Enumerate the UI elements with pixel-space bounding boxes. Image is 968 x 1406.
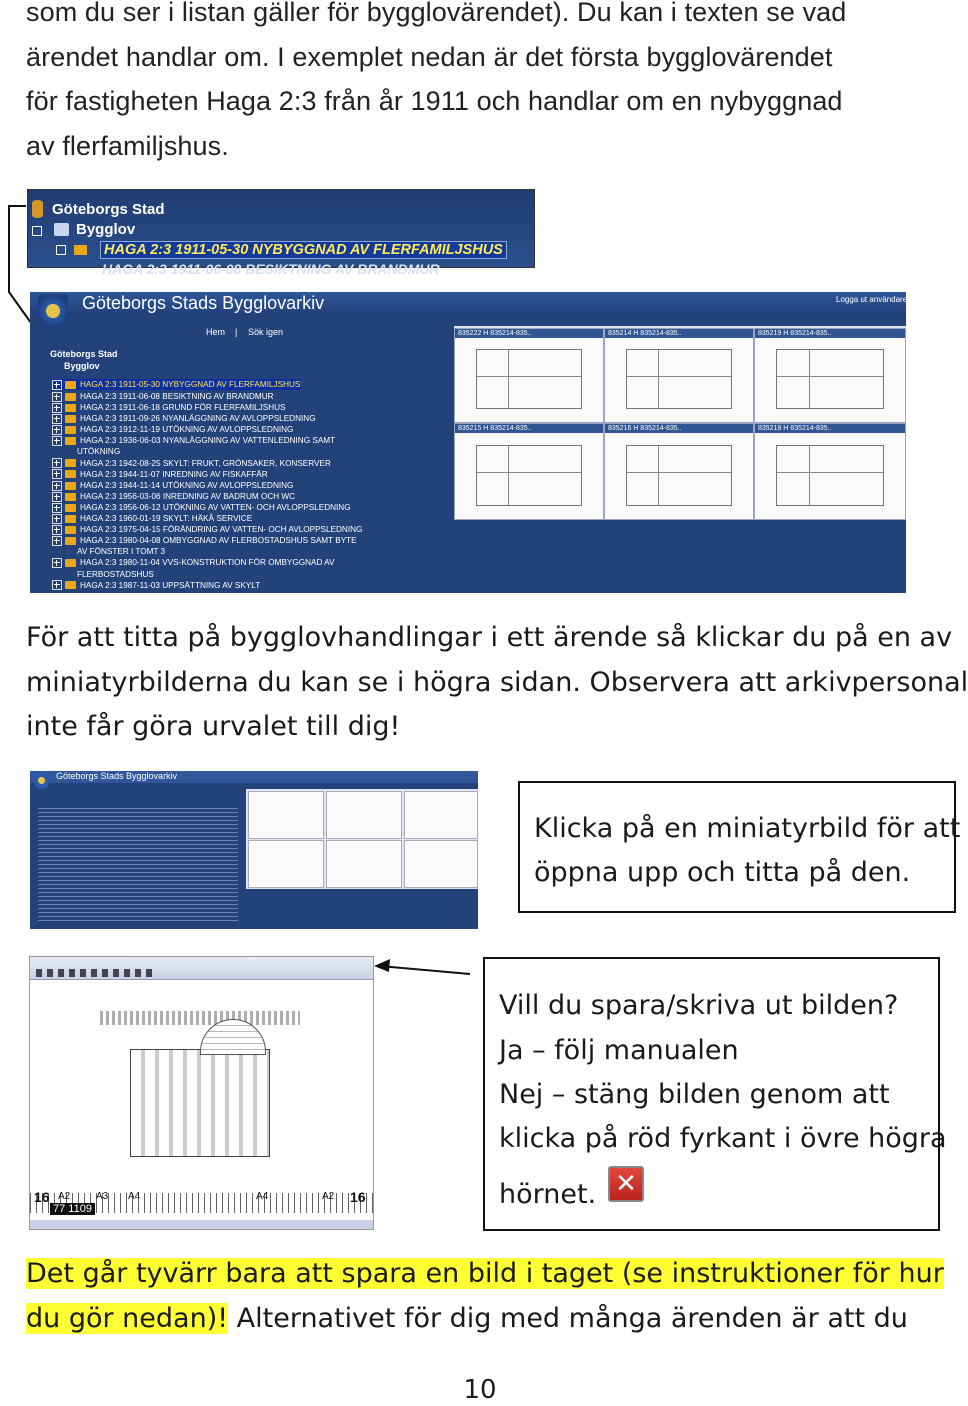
zoomed-tree-screenshot	[27, 189, 535, 277]
paragraph-text: Alternativet för dig med många ärenden är att du	[228, 1302, 908, 1334]
drawing-text-block	[100, 1011, 300, 1025]
highlighted-text: Det går tyvärr bara att spara en bild i taget (se instruktioner för hur	[26, 1258, 944, 1289]
folder-icon	[54, 223, 69, 236]
closing-paragraph	[26, 1252, 944, 1341]
folder-icon	[74, 245, 87, 255]
paragraph-line: miniatyrbilderna du kan se i högra sidan. Observera att arkivpersonal	[26, 666, 968, 698]
case-item-continuation: AV FÖNSTER I TOMT 3	[77, 547, 166, 557]
folder-icon	[65, 426, 76, 434]
intro-line: ärendet handlar om. I exemplet nedan är det första bygglovärendet	[26, 41, 833, 72]
archive-title: Göteborgs Stads Bygglovarkiv	[82, 293, 325, 313]
collapse-icon	[32, 226, 42, 236]
drawing-preview	[626, 445, 733, 506]
intro-line: för fastigheten Haga 2:3 från år 1911 och handlar om en nybyggnad	[26, 86, 843, 116]
expand-icon	[52, 425, 62, 435]
case-item[interactable]: HAGA 2:3 1975-04-15 FÖRÄNDRING AV VATTEN- OCH AVLOPPSLEDNING	[52, 524, 452, 535]
folder-icon	[65, 537, 76, 545]
thumbnail[interactable]	[248, 791, 324, 839]
case-item[interactable]: HAGA 2:3 1911-09-26 NYANLÄGGNING AV AVLOPPSLEDNING	[52, 413, 452, 424]
logout-link[interactable]: Logga ut användare	[836, 295, 908, 304]
expand-icon	[52, 492, 62, 502]
case-item[interactable]: HAGA 2:3 1980-04-08 OMBYGGNAD AV FLERBOSTADSHUS SAMT BYTE	[52, 535, 452, 546]
small-archive-screenshot	[30, 771, 478, 929]
expand-icon	[52, 414, 62, 424]
thumbnail[interactable]: 835215 H 835214-835..	[454, 423, 604, 520]
case-list	[52, 372, 452, 591]
folder-icon	[65, 437, 76, 445]
paper-size-label: A2	[322, 1191, 335, 1202]
callout-line: Klicka på en miniatyrbild för att	[534, 813, 961, 844]
case-item[interactable]: HAGA 2:3 1944-11-07 INREDNING AV FISKAFFÄR	[52, 469, 452, 480]
folder-icon	[65, 581, 76, 589]
case-item[interactable]: HAGA 2:3 1980-11-04 VVS-KONSTRUKTION FÖR OMBYGGNAD AV	[52, 557, 452, 568]
folder-icon	[65, 493, 76, 501]
case-item-selected[interactable]: HAGA 2:3 1911-05-30 NYBYGGNAD AV FLERFAMILJSHUS	[52, 379, 300, 390]
expand-icon	[52, 436, 62, 446]
intro-paragraph	[26, 0, 846, 168]
case-item[interactable]: HAGA 2:3 1960-01-19 SKYLT: HÄKÅ SERVICE	[52, 513, 452, 524]
drawing-preview	[476, 445, 583, 506]
intro-line: som du ser i listan gäller för bygglovärendet). Du kan i texten se vad	[26, 0, 847, 27]
folder-icon	[65, 526, 76, 534]
case-item[interactable]: HAGA 2:3 1987-11-03 UPPSÄTTNING AV SKYLT	[52, 580, 452, 591]
expand-icon	[52, 380, 62, 390]
expand-icon	[52, 503, 62, 513]
thumbnail[interactable]: 835222 H 835214-835..	[454, 328, 604, 423]
thumbnail-panel	[454, 326, 906, 593]
paper-size-label: A3	[96, 1191, 109, 1202]
case-item[interactable]: HAGA 2:3 1911-06-08 BESIKTNING AV BRANDMUR	[52, 391, 452, 402]
tree-root-label: Göteborgs Stad	[50, 349, 118, 359]
paragraph-line: inte får göra urvalet till dig!	[26, 711, 401, 742]
paragraph-line: För att titta på bygglovhandlingar i ett ärende så klickar du på en av	[26, 622, 953, 653]
drawing-preview	[476, 349, 583, 409]
building-elevation-drawing	[130, 1049, 270, 1157]
callout-line: hörnet.	[499, 1179, 597, 1210]
drawing-preview	[626, 349, 733, 409]
case-item[interactable]: HAGA 2:3 1956-06-12 UTÖKNING AV VATTEN- OCH AVLOPPSLEDNING	[52, 502, 452, 513]
thumbnail[interactable]: 835218 H 835214-835..	[754, 423, 906, 520]
expand-icon	[52, 514, 62, 524]
tree-root-label: Göteborgs Stad	[52, 201, 165, 218]
folder-icon	[65, 393, 76, 401]
callout-line: Ja – följ manualen	[499, 1035, 739, 1066]
folder-icon	[65, 415, 76, 423]
case-item[interactable]: HAGA 2:3 1942-08-25 SKYLT: FRUKT, GRÖNSAKER, KONSERVER	[52, 458, 452, 469]
callout-save-or-close	[483, 957, 947, 1231]
callout-line: klicka på röd fyrkant i övre högra	[499, 1123, 947, 1154]
nav-search-link[interactable]: Sök igen	[248, 327, 284, 337]
folder-icon	[65, 482, 76, 490]
thumbnail[interactable]	[248, 840, 324, 888]
folder-icon	[65, 404, 76, 412]
thumbnail[interactable]: 835219 H 835214-835..	[754, 328, 906, 423]
expand-icon	[52, 481, 62, 491]
paper-size-label: A4	[256, 1191, 269, 1202]
callout-line: Vill du spara/skriva ut bilden?	[499, 990, 899, 1021]
highlighted-text: du gör nedan)!	[26, 1302, 229, 1334]
thumbnail-panel-footer	[454, 520, 906, 593]
expand-icon	[52, 580, 62, 590]
nav-separator: |	[235, 327, 238, 337]
case-item-continuation: UTÖKNING	[77, 447, 121, 457]
thumbnail[interactable]	[326, 791, 402, 839]
page-number: 10	[463, 1375, 497, 1405]
intro-line: av flerfamiljshus.	[26, 130, 229, 161]
instruction-paragraph	[26, 616, 968, 750]
expand-icon	[52, 558, 62, 568]
paper-size-label: A2	[58, 1191, 71, 1202]
callout-click-thumbnail	[518, 781, 961, 913]
archive-title: Göteborgs Stads Bygglovarkiv	[56, 771, 178, 781]
expand-icon	[52, 458, 62, 468]
city-crest-icon	[34, 772, 49, 789]
thumbnail[interactable]	[326, 840, 402, 888]
paper-size-label: A4	[128, 1191, 141, 1202]
folder-icon	[65, 459, 76, 467]
tree-folder-label: Bygglov	[76, 221, 136, 238]
archive-stamp: 77 1109	[50, 1203, 95, 1215]
folder-icon	[65, 470, 76, 478]
thumbnail[interactable]	[404, 791, 478, 839]
archive-screenshot	[30, 292, 906, 593]
thumbnail-grid-miniature	[246, 789, 478, 889]
toolbar-icons[interactable]	[36, 969, 156, 977]
folder-icon	[65, 504, 76, 512]
folder-icon	[65, 381, 76, 389]
folder-icon	[65, 515, 76, 523]
callout-line: öppna upp och titta på den.	[534, 857, 911, 888]
thumbnail[interactable]	[404, 840, 478, 888]
folder-icon	[65, 559, 76, 567]
expand-icon	[52, 525, 62, 535]
expand-icon	[56, 245, 66, 255]
paragraph-line	[26, 1252, 944, 1297]
ruler-label: 16	[34, 1189, 50, 1205]
thumbnail[interactable]: 835214 H 835214-835..	[604, 328, 754, 423]
case-item[interactable]: HAGA 2:3 1912-11-19 UTÖKNING AV AVLOPPSLEDNING	[52, 424, 452, 435]
case-item[interactable]: HAGA 2:3 1936-06-03 NYANLÄGGNING AV VATTENLEDNING SAMT	[52, 435, 452, 446]
thumbnail[interactable]: 835216 H 835214-835..	[604, 423, 754, 520]
close-icon: ✕	[608, 1166, 644, 1202]
partial-case-link[interactable]: HAGA 2:3 1911-06-08 BESIKTNING AV BRANDMUR	[102, 261, 440, 277]
city-crest-icon	[38, 294, 68, 328]
expand-icon	[52, 403, 62, 413]
archive-cylinder-icon	[32, 200, 43, 218]
nav-home-link[interactable]: Hem	[206, 327, 226, 337]
case-item[interactable]: HAGA 2:3 1911-06-18 GRUND FÖR FLERFAMILJSHUS	[52, 402, 452, 413]
tree-list-miniature	[38, 805, 238, 923]
expand-icon	[52, 392, 62, 402]
paragraph-line	[26, 1297, 944, 1342]
status-bar	[30, 1220, 373, 1229]
expand-icon	[52, 536, 62, 546]
drawing-preview	[776, 349, 884, 409]
tree-folder-label: Bygglov	[64, 361, 100, 371]
drawing-preview	[776, 445, 884, 506]
image-viewer-screenshot	[29, 956, 374, 1230]
ruler-label: 16	[350, 1189, 366, 1205]
expand-icon	[52, 469, 62, 479]
callout-line: Nej – stäng bilden genom att	[499, 1079, 890, 1110]
case-item-continuation: FLERBOSTADSHUS	[77, 569, 154, 579]
selected-case-link[interactable]: HAGA 2:3 1911-05-30 NYBYGGNAD AV FLERFAMILJSHUS	[100, 241, 507, 259]
case-item[interactable]: HAGA 2:3 1944-11-14 UTÖKNING AV AVLOPPSLEDNING	[52, 480, 452, 491]
case-item[interactable]: HAGA 2:3 1956-03-06 INREDNING AV BADRUM OCH WC	[52, 491, 452, 502]
